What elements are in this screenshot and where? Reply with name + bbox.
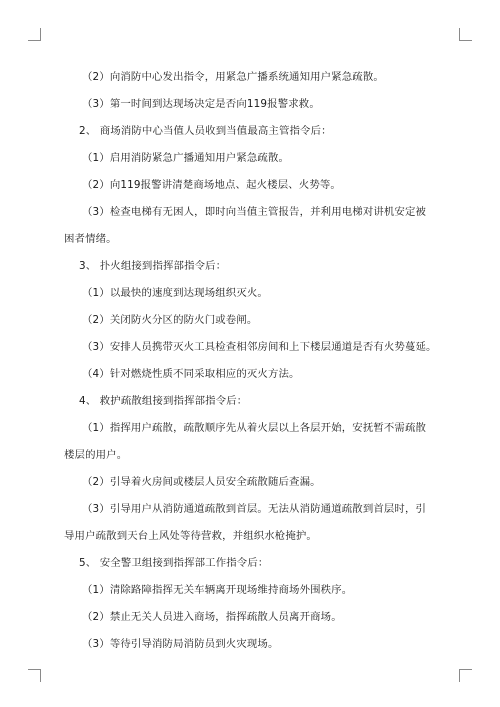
- section-heading: 5、 安全警卫组接到指挥部工作指令后：: [79, 557, 269, 569]
- paragraph: （1）启用消防紧急广播通知用户紧急疏散。: [82, 152, 290, 164]
- crop-mark-bottom-right: [459, 669, 472, 682]
- paragraph: （3）引导用户从消防通道疏散到首层。无法从消防通道疏散到首层时，引导用户疏散到天台上风处等待营救，并组织水枪掩护。: [64, 503, 427, 542]
- crop-mark-top-left: [28, 28, 41, 41]
- paragraph: （3）等待引导消防局消防员到火灾现场。: [82, 638, 279, 650]
- paragraph: （3）检查电梯有无困人，即时向当值主管报告，并利用电梯对讲机安定被困者情绪。: [64, 206, 427, 245]
- paragraph: （2）引导着火房间或楼层人员安全疏散随后查漏。: [82, 476, 321, 488]
- section-heading: 4、 救护疏散组接到指挥部指令后：: [79, 395, 248, 407]
- crop-mark-bottom-left: [28, 669, 41, 682]
- document-body: [64, 64, 436, 658]
- paragraph: （1）指挥用户疏散，疏散顺序先从着火层以上各层开始，安抚暂不需疏散楼层的用户。: [64, 422, 427, 461]
- paragraph: （2）关闭防火分区的防火门或卷闸。: [82, 314, 258, 326]
- paragraph: （3）安排人员携带灭火工具检查相邻房间和上下楼层通道是否有火势蔓延。: [82, 341, 437, 353]
- section-heading: 2、 商场消防中心当值人员收到当值最高主管指令后：: [79, 125, 332, 137]
- paragraph: （2）禁止无关人员进入商场，指挥疏散人员离开商场。: [82, 611, 342, 623]
- paragraph: （2）向消防中心发出指令，用紧急广播系统通知用户紧急疏散。: [82, 71, 384, 83]
- paragraph: （3）第一时间到达现场决定是否向119报警求救。: [82, 98, 320, 110]
- paragraph: （1）清除路障指挥无关车辆离开现场维持商场外围秩序。: [82, 584, 353, 596]
- paragraph: （4）针对燃烧性质不同采取相应的灭火方法。: [82, 368, 300, 380]
- paragraph: （1）以最快的速度到达现场组织灭火。: [82, 287, 268, 299]
- paragraph: （2）向119报警讲清楚商场地点、起火楼层、火势等。: [82, 179, 341, 191]
- section-heading: 3、 扑火组接到指挥部指令后：: [79, 260, 227, 272]
- crop-mark-top-right: [459, 28, 472, 41]
